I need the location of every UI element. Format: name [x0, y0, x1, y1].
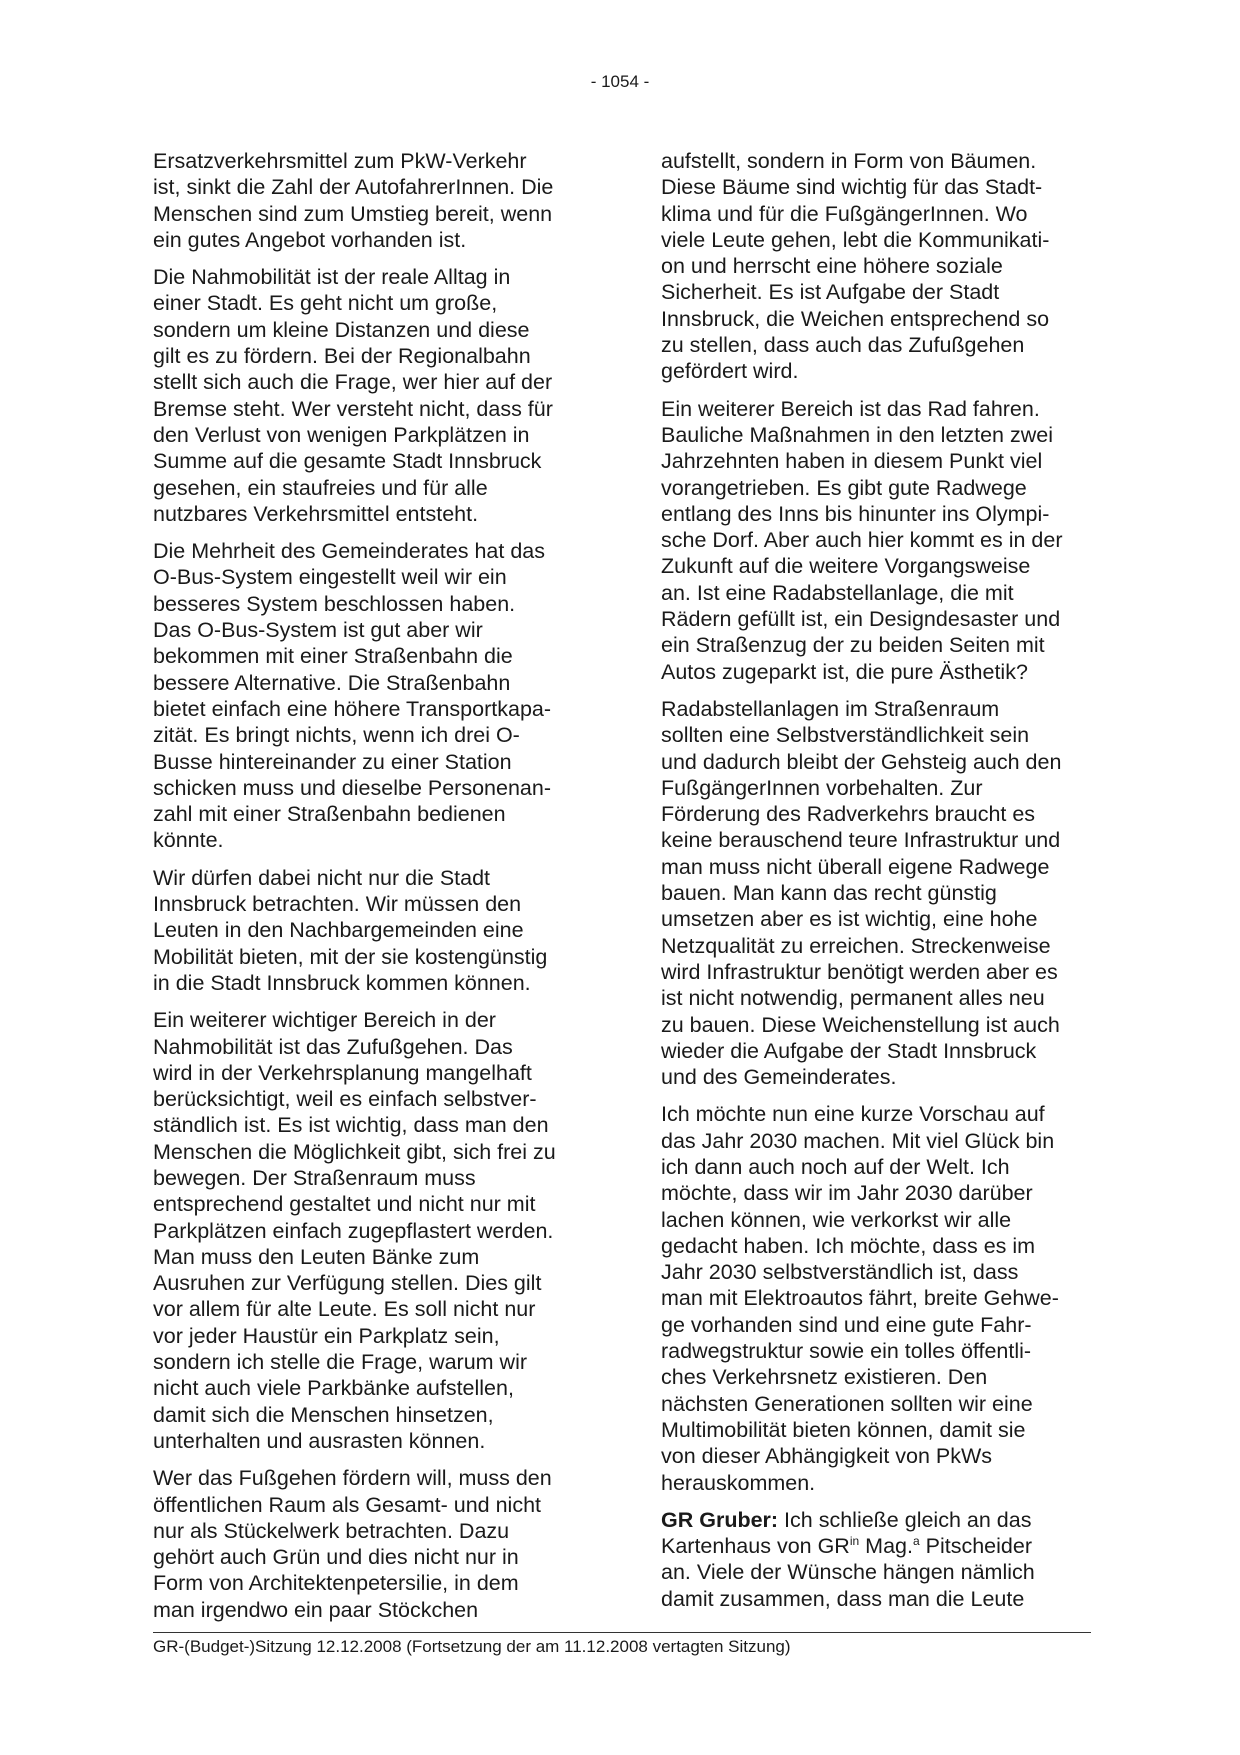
text-line: besseres System beschlossen haben.: [153, 591, 516, 616]
text-line: Radabstellanlagen im Straßenraum: [661, 696, 1000, 721]
text-line: nächsten Generationen sollten wir eine: [661, 1391, 1033, 1416]
text-line: Wir dürfen dabei nicht nur die Stadt: [153, 865, 491, 890]
right-column: [661, 148, 1101, 1623]
text-line: sondern ich stelle die Frage, warum wir: [153, 1350, 528, 1375]
text-line: Mobilität bieten, mit der sie kostengünstig: [153, 944, 548, 969]
superscript: in: [849, 1533, 860, 1548]
text-line: den Verlust von wenigen Parkplätzen in: [153, 422, 530, 447]
text-line: stellt sich auch die Frage, wer hier auf der: [153, 370, 553, 395]
text-line: bessere Alternative. Die Straßenbahn: [153, 670, 511, 695]
text-line: damit sich die Menschen hinsetzen,: [153, 1402, 494, 1427]
text-line: entlang des Inns bis hinunter ins Olympi-: [661, 501, 1050, 526]
paragraph: [153, 538, 593, 854]
paragraph: [661, 696, 1101, 1090]
text-line: Man muss den Leuten Bänke zum: [153, 1244, 480, 1269]
text-line: zu bauen. Diese Weichenstellung ist auch: [661, 1012, 1060, 1037]
text-span: Ich schließe gleich an das: [778, 1507, 1032, 1532]
text-line: ich dann auch noch auf der Welt. Ich: [661, 1154, 1010, 1179]
text-line: gesehen, ein staufreies und für alle: [153, 475, 488, 500]
text-line: [661, 1533, 1101, 1559]
text-line: Multimobilität bieten können, damit sie: [661, 1417, 1026, 1442]
text-line: Rädern gefüllt ist, ein Designdesaster und: [661, 607, 1061, 632]
text-line: zahl mit einer Straßenbahn bedienen: [153, 802, 506, 827]
paragraph-gr-gruber: [661, 1507, 1101, 1612]
text-line: bekommen mit einer Straßenbahn die: [153, 644, 513, 669]
text-line: zität. Es bringt nichts, wenn ich drei O-: [153, 723, 520, 748]
paragraph: [153, 264, 593, 527]
left-column: [153, 148, 593, 1634]
text-line: vor jeder Haustür ein Parkplatz sein,: [153, 1323, 500, 1348]
text-line: Autos zugeparkt ist, die pure Ästhetik?: [661, 659, 1028, 684]
text-line: und des Gemeinderates.: [661, 1065, 897, 1090]
text-line: man mit Elektroautos fährt, breite Gehwe-: [661, 1286, 1059, 1311]
text-line: Ein weiterer wichtiger Bereich in der: [153, 1008, 496, 1033]
text-line: Bremse steht. Wer versteht nicht, dass für: [153, 396, 553, 421]
text-line: könnte.: [153, 828, 224, 853]
text-line: sche Dorf. Aber auch hier kommt es in der: [661, 528, 1063, 553]
text-line: herauskommen.: [661, 1470, 816, 1495]
text-line: sondern um kleine Distanzen und diese: [153, 317, 530, 342]
superscript: a: [912, 1533, 920, 1548]
text-span: Kartenhaus von GR: [661, 1534, 850, 1559]
text-line: Diese Bäume sind wichtig für das Stadt-: [661, 175, 1043, 200]
text-line: viele Leute gehen, lebt die Kommunikati-: [661, 227, 1050, 252]
text-line: lachen können, wie verkorkst wir alle: [661, 1207, 1012, 1232]
paragraph: [153, 1007, 593, 1454]
text-line: nutzbares Verkehrsmittel entsteht.: [153, 501, 479, 526]
text-line: möchte, dass wir im Jahr 2030 darüber: [661, 1181, 1033, 1206]
text-line: Menschen die Möglichkeit gibt, sich frei zu: [153, 1139, 556, 1164]
text-line: Innsbruck, die Weichen entsprechend so: [661, 306, 1050, 331]
text-line: Bauliche Maßnahmen in den letzten zwei: [661, 422, 1053, 447]
text-line: ein Straßenzug der zu beiden Seiten mit: [661, 633, 1045, 658]
text-line: ist, sinkt die Zahl der AutofahrerInnen. Die: [153, 175, 554, 200]
text-line: Menschen sind zum Umstieg bereit, wenn: [153, 201, 553, 226]
text-line: Jahrzehnten haben in diesem Punkt viel: [661, 449, 1043, 474]
text-line: von dieser Abhängigkeit von PkWs: [661, 1444, 993, 1469]
paragraph: [153, 865, 593, 996]
text-span: Mag.: [859, 1534, 913, 1559]
text-line: Netzqualität zu erreichen. Streckenweise: [661, 933, 1051, 958]
text-line: damit zusammen, dass man die Leute: [661, 1586, 1025, 1611]
text-line: FußgängerInnen vorbehalten. Zur: [661, 775, 983, 800]
text-line: man muss nicht überall eigene Radwege: [661, 854, 1050, 879]
text-line: wieder die Aufgabe der Stadt Innsbruck: [661, 1038, 1037, 1063]
text-line: berücksichtigt, weil es einfach selbstver-: [153, 1087, 537, 1112]
text-line: Das O-Bus-System ist gut aber wir: [153, 618, 483, 643]
speaker-name: GR Gruber:: [661, 1507, 779, 1532]
footer-text: GR-(Budget-)Sitzung 12.12.2008 (Fortsetzung der am 11.12.2008 vertagten Sitzung): [153, 1637, 791, 1656]
text-line: unterhalten und ausrasten können.: [153, 1428, 486, 1453]
text-line: bauen. Man kann das recht günstig: [661, 881, 997, 906]
text-line: Busse hintereinander zu einer Station: [153, 749, 512, 774]
text-line: schicken muss und dieselbe Personenan-: [153, 775, 551, 800]
text-line: nicht auch viele Parkbänke aufstellen,: [153, 1376, 514, 1401]
text-line: Sicherheit. Es ist Aufgabe der Stadt: [661, 280, 1000, 305]
text-line: gedacht haben. Ich möchte, dass es im: [661, 1233, 1036, 1258]
paragraph: [153, 148, 593, 253]
text-line: man irgendwo ein paar Stöckchen: [153, 1597, 479, 1622]
text-line: öffentlichen Raum als Gesamt- und nicht: [153, 1492, 541, 1517]
text-line: ständlich ist. Es ist wichtig, dass man den: [153, 1113, 549, 1138]
text-line: Zukunft auf die weitere Vorgangsweise: [661, 554, 1031, 579]
text-line: vorangetrieben. Es gibt gute Radwege: [661, 475, 1027, 500]
text-line: Die Nahmobilität ist der reale Alltag in: [153, 265, 511, 290]
text-line: Form von Architektenpetersilie, in dem: [153, 1571, 519, 1596]
text-line: on und herrscht eine höhere soziale: [661, 254, 1003, 279]
text-line: Parkplätzen einfach zugepflastert werden.: [153, 1218, 554, 1243]
paragraph: [153, 1465, 593, 1623]
text-line: ches Verkehrsnetz existieren. Den: [661, 1365, 988, 1390]
text-line: bewegen. Der Straßenraum muss: [153, 1165, 476, 1190]
text-line: Ausruhen zur Verfügung stellen. Dies gilt: [153, 1271, 542, 1296]
text-line: zu stellen, dass auch das Zufußgehen: [661, 333, 1025, 358]
text-line: an. Viele der Wünsche hängen nämlich: [661, 1560, 1035, 1585]
text-line: umsetzen aber es ist wichtig, eine hohe: [661, 907, 1038, 932]
text-line: Innsbruck betrachten. Wir müssen den: [153, 892, 522, 917]
text-line: wird Infrastruktur benötigt werden aber es: [661, 959, 1058, 984]
text-line: Ersatzverkehrsmittel zum PkW-Verkehr: [153, 149, 527, 173]
paragraph: [661, 1101, 1101, 1495]
text-line: Nahmobilität ist das Zufußgehen. Das: [153, 1034, 513, 1059]
text-line: Summe auf die gesamte Stadt Innsbruck: [153, 449, 542, 474]
text-line: Leuten in den Nachbargemeinden eine: [153, 918, 524, 943]
text-line: Jahr 2030 selbstverständlich ist, dass: [661, 1260, 1019, 1285]
text-line: vor allem für alte Leute. Es soll nicht nur: [153, 1297, 536, 1322]
text-line: Förderung des Radverkehrs braucht es: [661, 802, 1036, 827]
text-line: entsprechend gestaltet und nicht nur mit: [153, 1192, 536, 1217]
text-span: Pitscheider: [919, 1534, 1032, 1559]
text-line: Die Mehrheit des Gemeinderates hat das: [153, 539, 545, 564]
text-line: bietet einfach eine höhere Transportkapa-: [153, 696, 552, 721]
footer-divider: [153, 1632, 1091, 1633]
paragraph: [661, 148, 1101, 385]
text-line: ge vorhanden sind und eine gute Fahr-: [661, 1312, 1032, 1337]
text-line: gehört auch Grün und dies nicht nur in: [153, 1545, 519, 1570]
text-line: Ich möchte nun eine kurze Vorschau auf: [661, 1102, 1045, 1127]
text-line: gilt es zu fördern. Bei der Regionalbahn: [153, 344, 531, 369]
text-line: radwegstruktur sowie ein tolles öffentli-: [661, 1339, 1032, 1364]
text-line: einer Stadt. Es geht nicht um große,: [153, 291, 498, 316]
text-line: wird in der Verkehrsplanung mangelhaft: [153, 1060, 532, 1085]
text-line: [661, 1507, 1101, 1533]
paragraph: [661, 396, 1101, 685]
text-line: und dadurch bleibt der Gehsteig auch den: [661, 749, 1062, 774]
text-line: keine berauschend teure Infrastruktur und: [661, 828, 1061, 853]
text-line: ein gutes Angebot vorhanden ist.: [153, 227, 467, 252]
text-line: gefördert wird.: [661, 359, 799, 384]
text-line: ist nicht notwendig, permanent alles neu: [661, 986, 1045, 1011]
page-number: - 1054 -: [590, 72, 650, 91]
text-line: in die Stadt Innsbruck kommen können.: [153, 970, 531, 995]
text-line: aufstellt, sondern in Form von Bäumen.: [661, 149, 1037, 173]
text-line: das Jahr 2030 machen. Mit viel Glück bin: [661, 1128, 1055, 1153]
text-line: klima und für die FußgängerInnen. Wo: [661, 201, 1028, 226]
text-line: sollten eine Selbstverständlichkeit sein: [661, 723, 1030, 748]
text-line: O-Bus-System eingestellt weil wir ein: [153, 565, 507, 590]
text-line: an. Ist eine Radabstellanlage, die mit: [661, 580, 1014, 605]
text-line: Wer das Fußgehen fördern will, muss den: [153, 1466, 552, 1491]
text-line: Ein weiterer Bereich ist das Rad fahren.: [661, 396, 1040, 421]
text-line: nur als Stückelwerk betrachten. Dazu: [153, 1518, 510, 1543]
